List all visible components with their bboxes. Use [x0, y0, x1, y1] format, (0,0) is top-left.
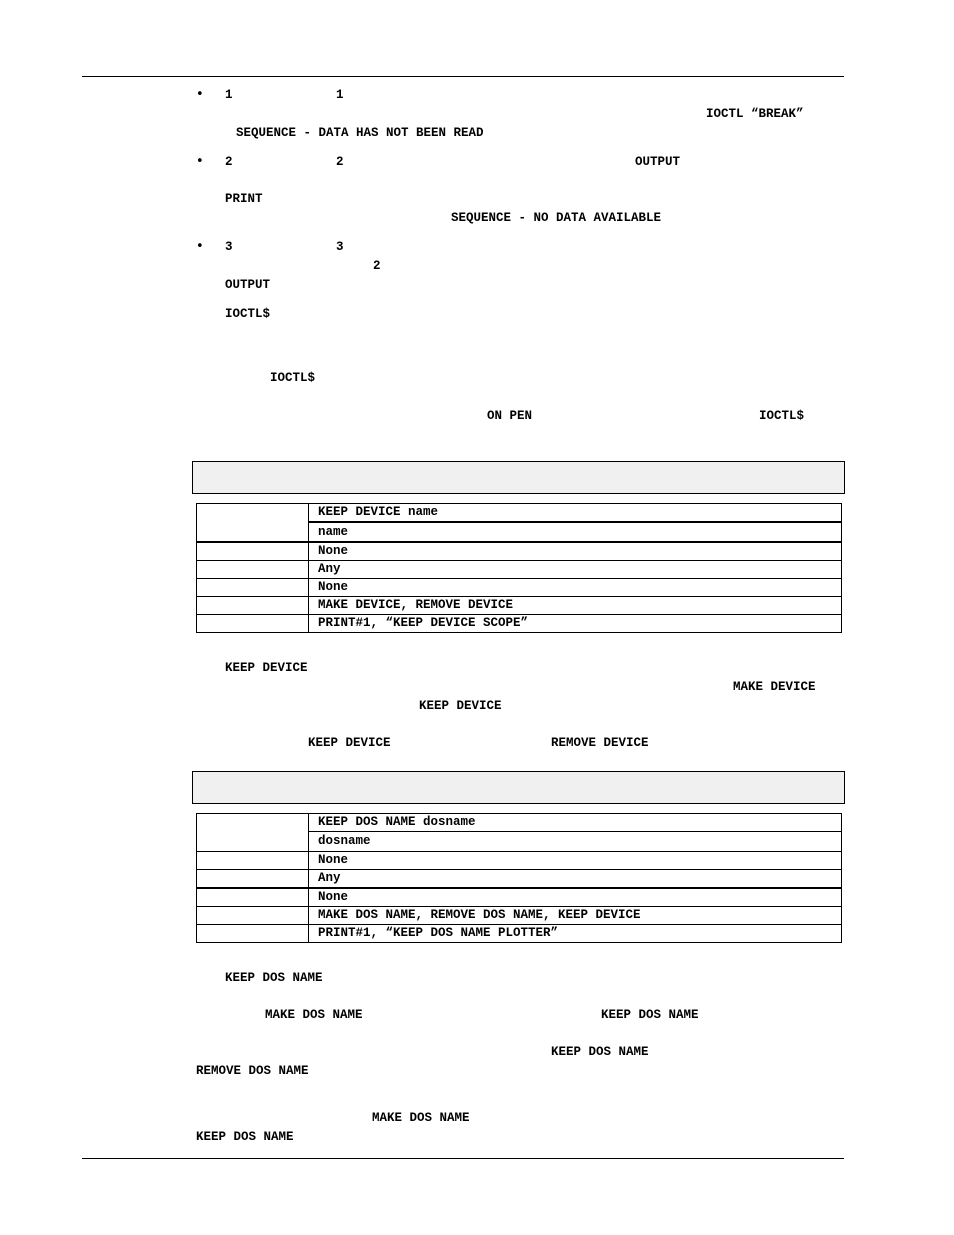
- bullet-icon: •: [196, 154, 204, 169]
- table-row-see-also: [197, 596, 841, 614]
- bullet-2-num-a: 2: [225, 155, 233, 169]
- syntax-value: KEEP DOS NAME dosname: [318, 815, 476, 829]
- table-row-syntax: [197, 504, 841, 541]
- bullet-3-num-a: 3: [225, 240, 233, 254]
- bottom-rule: [82, 1158, 844, 1159]
- desc2-make-dos-name: MAKE DOS NAME: [265, 1008, 363, 1022]
- param-value: name: [309, 521, 841, 541]
- bullet-3-ioctl: IOCTL$: [225, 307, 271, 321]
- desc2-make-dos-name-2: MAKE DOS NAME: [372, 1111, 470, 1125]
- table-row-mode: [197, 560, 841, 578]
- row-label: [197, 504, 309, 541]
- see-also-value: MAKE DEVICE, REMOVE DEVICE: [318, 598, 514, 612]
- returns-value: None: [318, 544, 349, 558]
- bullet-3-num-b: 3: [336, 240, 344, 254]
- keep-dos-name-table: [196, 813, 842, 943]
- desc2-remove-dos-name: REMOVE DOS NAME: [196, 1064, 309, 1078]
- mode-value: Any: [318, 562, 341, 576]
- section-header-keep-dos-name: [192, 771, 845, 804]
- bullet-2-num-b: 2: [336, 155, 344, 169]
- returns-value: None: [318, 853, 349, 867]
- para-on-pen: ON PEN: [487, 409, 533, 423]
- bullet-icon: •: [196, 87, 204, 102]
- table-row-errors: [197, 578, 841, 596]
- table-row-example: [197, 924, 841, 942]
- example-value: PRINT#1, “KEEP DEVICE SCOPE”: [318, 616, 529, 630]
- see-also-value: MAKE DOS NAME, REMOVE DOS NAME, KEEP DEVICE: [318, 908, 641, 922]
- bullet-2-print: PRINT: [225, 192, 263, 206]
- bullet-1-sequence: SEQUENCE - DATA HAS NOT BEEN READ: [236, 126, 484, 140]
- desc1-remove-device: REMOVE DEVICE: [551, 736, 649, 750]
- keep-device-table: [196, 503, 842, 633]
- bullet-1-ioctl-break: IOCTL “BREAK”: [706, 107, 804, 121]
- desc1-keep-device-2: KEEP DEVICE: [419, 699, 502, 713]
- bullet-icon: •: [196, 239, 204, 254]
- section-header-keep-device: [192, 461, 845, 494]
- bullet-3-num-c: 2: [373, 259, 381, 273]
- table-row-returns: [197, 541, 841, 560]
- errors-value: None: [318, 580, 349, 594]
- desc2-keep-dos-name: KEEP DOS NAME: [225, 971, 323, 985]
- table-row-errors: [197, 887, 841, 906]
- table-row-returns: [197, 851, 841, 869]
- table-row-see-also: [197, 906, 841, 924]
- bullet-2-sequence: SEQUENCE - NO DATA AVAILABLE: [451, 211, 662, 225]
- example-value: PRINT#1, “KEEP DOS NAME PLOTTER”: [318, 926, 559, 940]
- table-row-mode: [197, 869, 841, 887]
- table-row-example: [197, 614, 841, 632]
- desc2-keep-dos-name-4: KEEP DOS NAME: [196, 1130, 294, 1144]
- bullet-3-output: OUTPUT: [225, 278, 271, 292]
- desc2-keep-dos-name-2: KEEP DOS NAME: [601, 1008, 699, 1022]
- top-rule: [82, 76, 844, 77]
- mode-value: Any: [318, 871, 341, 885]
- desc2-keep-dos-name-3: KEEP DOS NAME: [551, 1045, 649, 1059]
- bullet-1-num-a: 1: [225, 88, 233, 102]
- errors-value: None: [318, 890, 349, 904]
- desc1-keep-device-3: KEEP DEVICE: [308, 736, 391, 750]
- bullet-1-num-b: 1: [336, 88, 344, 102]
- table-row-syntax: [197, 814, 841, 851]
- desc1-make-device: MAKE DEVICE: [733, 680, 816, 694]
- syntax-value: KEEP DEVICE name: [318, 505, 439, 519]
- desc1-keep-device: KEEP DEVICE: [225, 661, 308, 675]
- para-ioctl: IOCTL$: [270, 371, 316, 385]
- bullet-2-output: OUTPUT: [635, 155, 681, 169]
- para-ioctl-2: IOCTL$: [759, 409, 805, 423]
- param-value: dosname: [309, 831, 841, 851]
